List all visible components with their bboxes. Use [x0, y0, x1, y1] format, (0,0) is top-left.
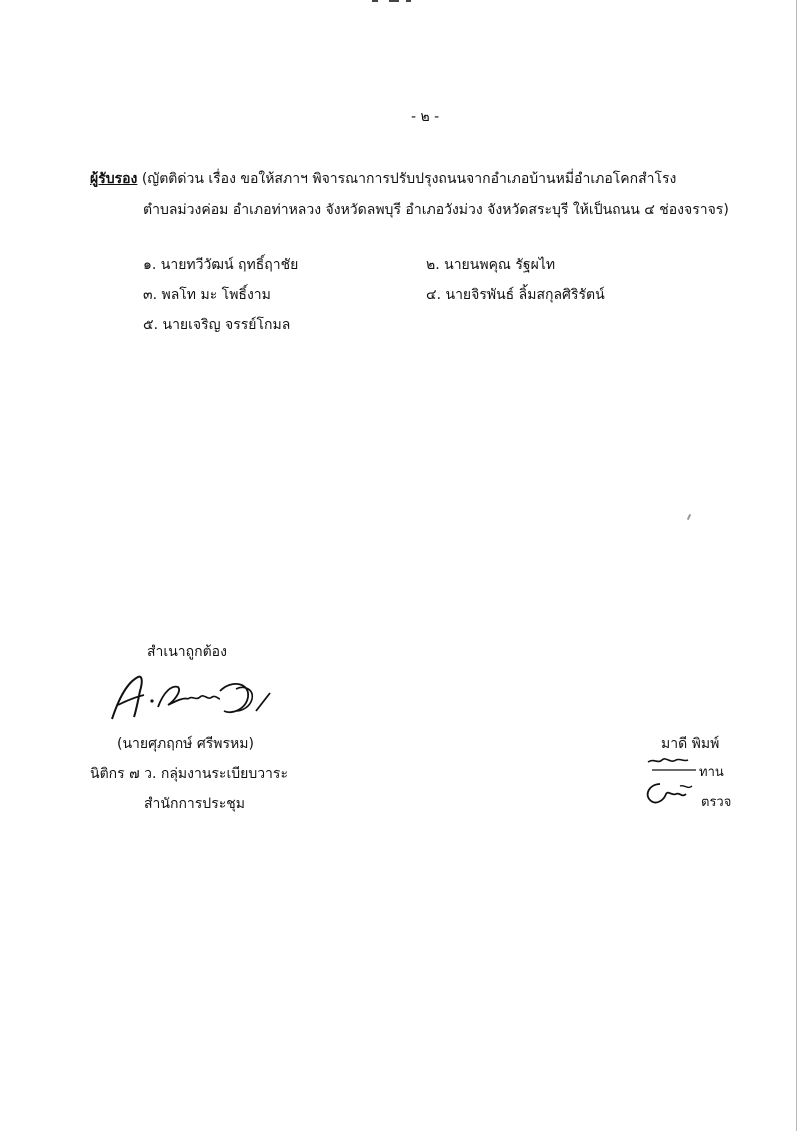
- initials-image: [640, 750, 700, 810]
- endorser-4: ๔. นายจิรพันธ์ ลิ้มสกุลศิริรัตน์: [426, 287, 605, 303]
- typist-name: มาดี พิมพ์: [661, 736, 720, 752]
- check-label: ตรวจ: [701, 795, 732, 810]
- endorser-3: ๓. พลโท มะ โพธิ์งาม: [143, 287, 271, 303]
- proof-label: ทาน: [699, 765, 724, 780]
- subject-line-2: ตำบลม่วงค่อม อำเภอท่าหลวง จังหวัดลพบุรี อำเภอวังม่วง จังหวัดสระบุรี ให้เป็นถนน ๔ ช่องจราจร): [143, 202, 729, 218]
- signature-image: [108, 671, 273, 723]
- endorsers-label: ผู้รับรอง: [90, 171, 138, 187]
- certifier-office: สำนักการประชุม: [144, 796, 245, 812]
- scan-artifact: [372, 0, 412, 3]
- certifier-position: นิติกร ๗ ว. กลุ่มงานระเบียบวาระ: [90, 766, 288, 782]
- subject-line-1: [90, 170, 676, 188]
- certifier-name: (นายศุภฤกษ์ ศรีพรหม): [117, 736, 254, 752]
- endorser-1: ๑. นายทวีวัฒน์ ฤทธิ์ฤาชัย: [143, 257, 299, 273]
- endorser-2: ๒. นายนพคุณ รัฐผไท: [426, 257, 556, 273]
- scan-mark-tick: [687, 514, 691, 520]
- subject-text-1: (ญัตติด่วน เรื่อง ขอให้สภาฯ พิจารณาการปรับปรุงถนนจากอำเภอบ้านหมี่อำเภอโคกสำโรง: [141, 171, 677, 187]
- page-number: - ๒ -: [411, 109, 440, 125]
- endorser-5: ๕. นายเจริญ จรรย์โกมล: [143, 317, 291, 333]
- certified-copy-heading: สำเนาถูกต้อง: [147, 644, 227, 660]
- scan-edge-line: [796, 0, 797, 1131]
